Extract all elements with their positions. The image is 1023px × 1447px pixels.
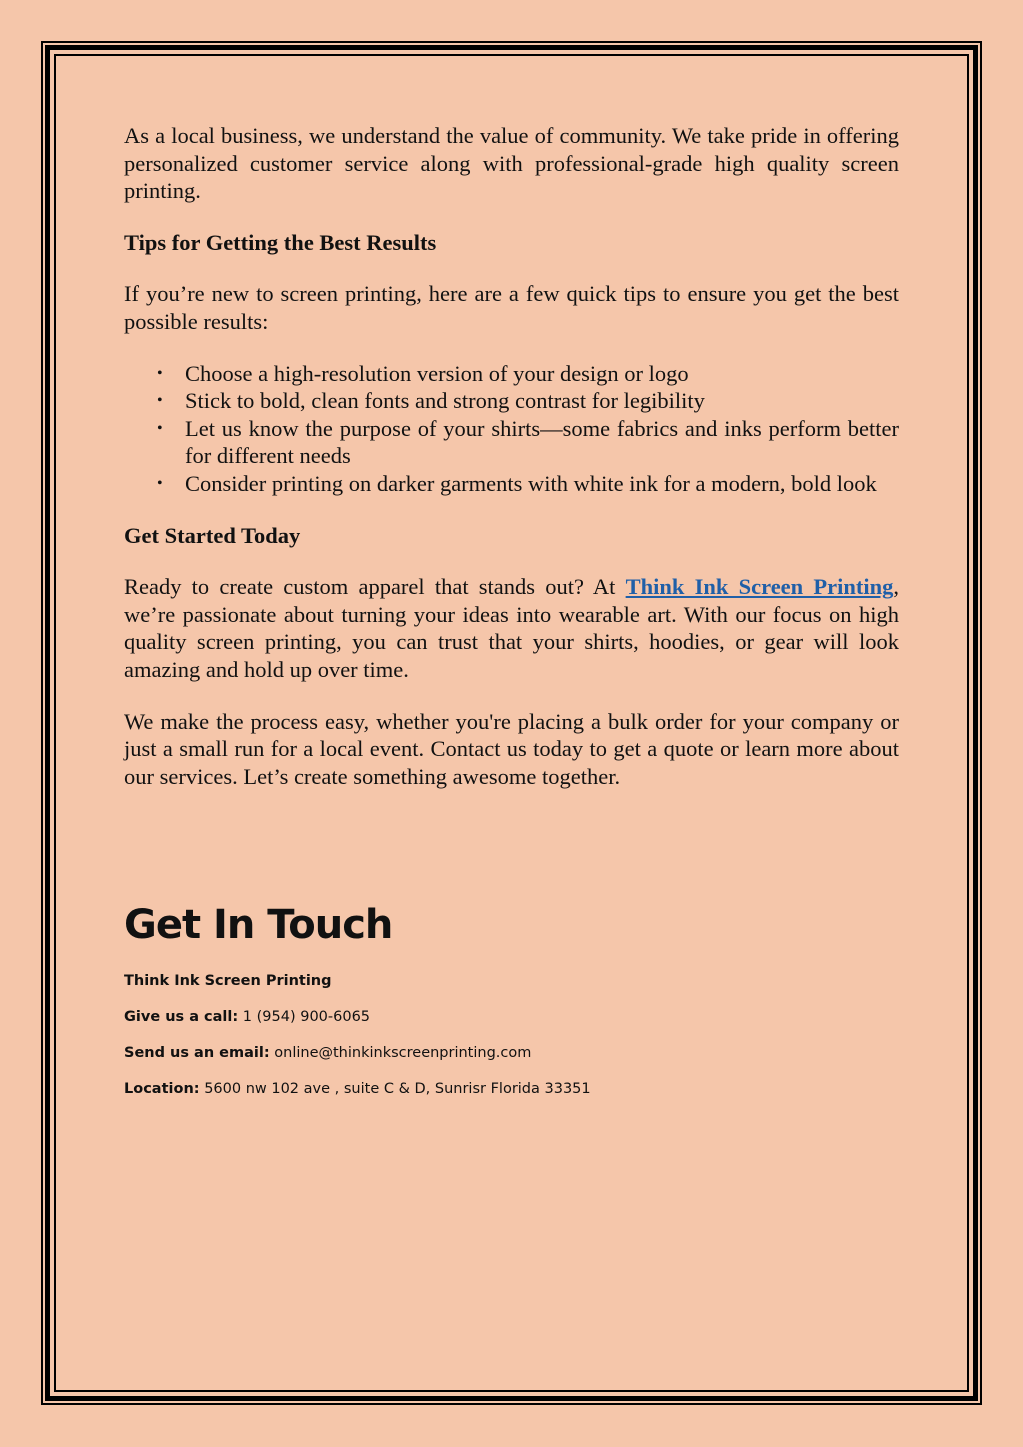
email-value[interactable]: online@thinkinkscreenprinting.com [274,1045,532,1061]
bullet-icon: • [157,474,163,492]
get-started-heading: Get Started Today [124,522,301,548]
location-line [124,1079,899,1099]
location-label: Location: [124,1081,200,1097]
list-item [157,415,899,470]
bullet-icon: • [157,392,163,410]
list-item [157,470,899,498]
phone-line [124,1007,899,1027]
tips-intro-paragraph: If you’re new to screen printing, here are a few quick tips to ensure you get the best possible results: [124,281,899,334]
tips-list [124,360,899,498]
get-started-paragraph-2: We make the process easy, whether you're placing a bulk order for your company or just a small run for a local event. Contact us today to get a quote or learn more about our services. Let’s create something awesome together. [124,708,899,789]
bullet-icon: • [157,364,163,382]
get-started-paragraph-1 [124,573,899,683]
phone-label: Give us a call: [124,1009,239,1025]
company-name [124,971,899,991]
contact-heading: Get In Touch [124,902,393,948]
list-item [157,387,899,415]
email-line [124,1043,899,1063]
company-name-text: Think Ink Screen Printing [124,973,332,989]
contact-section [124,897,899,1115]
list-item-text: Consider printing on darker garments with white ink for a modern, bold look [185,470,877,496]
paragraph-text: , we’re passionate about turning your ideas into wearable art. With our focus on high quality screen printing, you can trust that your shirts, hoodies, or gear will look amazing and hold up over time. [124,574,900,682]
paragraph-text: Ready to create custom apparel that stands out? At [124,574,626,600]
email-label: Send us an email: [124,1045,270,1061]
tips-heading: Tips for Getting the Best Results [124,229,437,255]
list-item [157,360,899,388]
list-item-text: Choose a high-resolution version of your design or logo [185,360,689,386]
document-body [124,122,899,814]
list-item-text: Let us know the purpose of your shirts—some fabrics and inks perform better for different needs [185,415,899,469]
list-item-text: Stick to bold, clean fonts and strong contrast for legibility [185,388,705,414]
location-value: 5600 nw 102 ave , suite C & D, Sunrisr Florida 33351 [204,1081,591,1097]
intro-paragraph: As a local business, we understand the value of community. We take pride in offering personalized customer service along with professional-grade high quality screen printing. [124,123,899,204]
bullet-icon: • [157,419,163,437]
company-link[interactable]: Think Ink Screen Printing [625,574,894,600]
phone-value[interactable]: 1 (954) 900-6065 [242,1009,371,1025]
